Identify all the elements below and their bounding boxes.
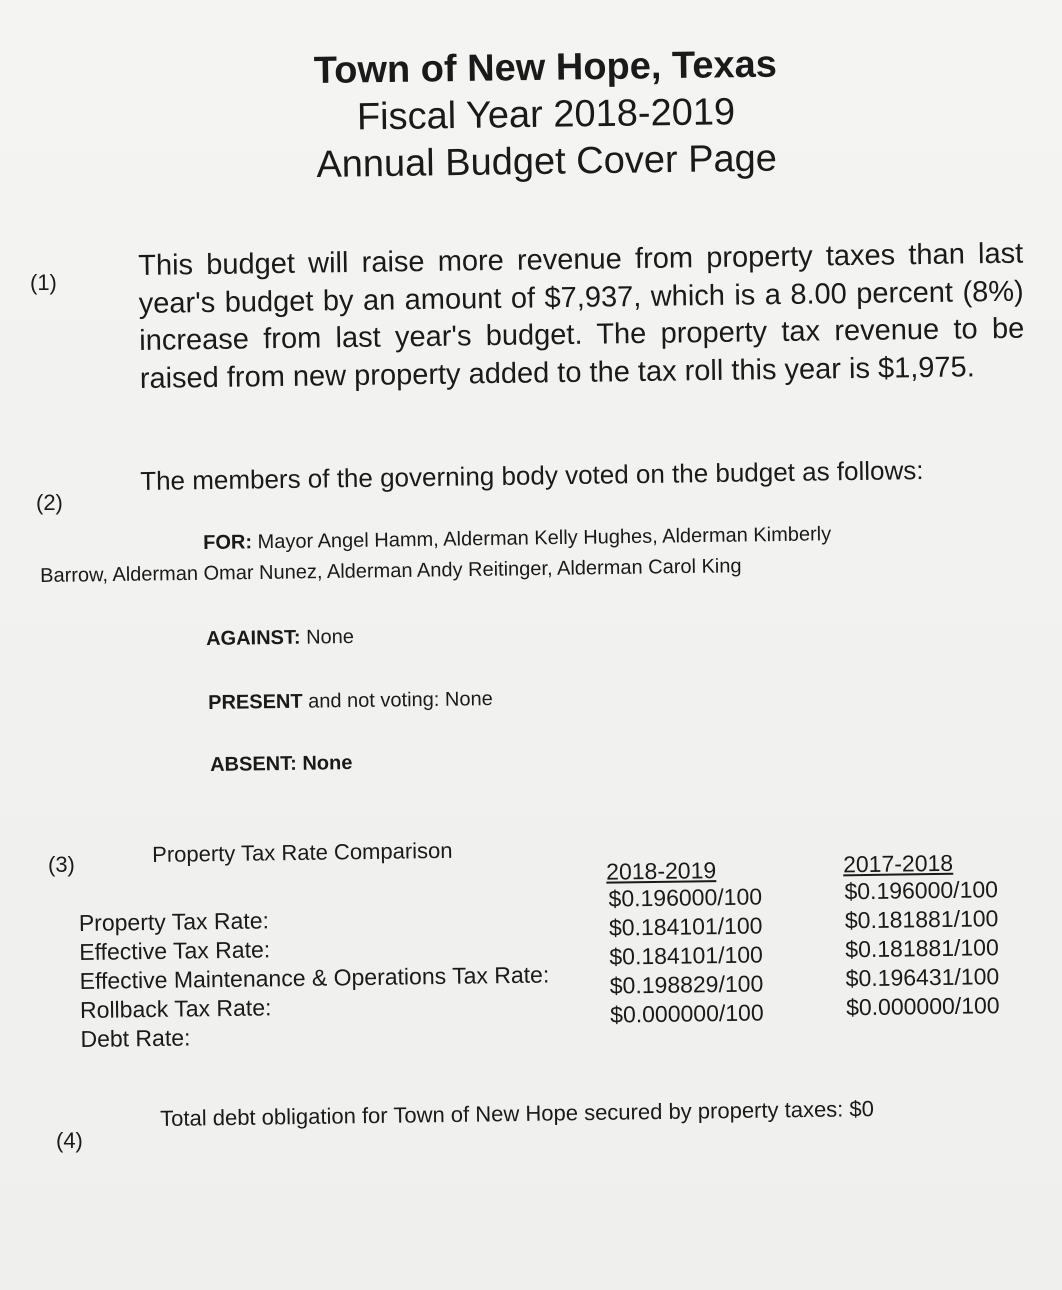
- section-2-text: The members of the governing body voted on the budget as follows:: [140, 455, 924, 496]
- document-title-block: [0, 37, 1062, 194]
- row-label-rollback-tax-rate: Rollback Tax Rate:: [79, 994, 272, 1023]
- vote-for-line-1: [203, 523, 831, 555]
- cell-debt-rate-current: $0.000000/100: [610, 999, 764, 1028]
- cell-effective-tax-rate-current: $0.184101/100: [608, 912, 763, 941]
- vote-against-value: None: [306, 625, 355, 649]
- vote-for-label: FOR:: [203, 531, 253, 554]
- vote-against-label: AGAINST:: [206, 626, 301, 650]
- cell-property-tax-rate-current: $0.196000/100: [608, 883, 763, 912]
- vote-present-label: PRESENT: [208, 690, 303, 714]
- cell-debt-rate-prior: $0.000000/100: [845, 992, 1000, 1021]
- vote-absent: [210, 752, 353, 777]
- row-label-effective-tax-rate: Effective Tax Rate:: [79, 936, 271, 965]
- vote-against: [206, 626, 354, 651]
- section-1-text: This budget will raise more revenue from property taxes than last year's budget by an amount of $7,937, which is a 8.00 percent (8%) increase from last year's budget. The property tax revenue to be raised from new property added to the tax roll this year is $1,975.: [138, 237, 1025, 395]
- vote-present: [208, 688, 493, 715]
- vote-present-value: None: [444, 688, 493, 711]
- rate-comparison-title: Property Tax Rate Comparison: [152, 837, 453, 867]
- vote-for-names-2: Barrow, Alderman Omar Nunez, Alderman Andy Reitinger, Alderman Carol King: [40, 555, 742, 587]
- vote-absent-label: ABSENT:: [210, 752, 297, 776]
- section-4-text: Total debt obligation for Town of New Hope secured by property taxes: $0: [160, 1096, 875, 1131]
- row-label-effective-mo-tax-rate: Effective Maintenance & Operations Tax Rate:: [79, 961, 550, 994]
- vote-absent-value: None: [302, 752, 353, 775]
- vote-for-line-2: [40, 555, 742, 588]
- cell-property-tax-rate-prior: $0.196000/100: [844, 876, 999, 905]
- cell-rollback-tax-rate-prior: $0.196431/100: [845, 963, 1000, 992]
- column-header-2017-2018: 2017-2018: [842, 849, 954, 878]
- section-4-number: (4): [56, 1128, 83, 1153]
- column-header-2018-2019: 2018-2019: [606, 857, 717, 885]
- cell-effective-mo-tax-rate-current: $0.184101/100: [609, 941, 764, 970]
- fiscal-year-title: Fiscal Year 2018-2019: [356, 91, 736, 139]
- cell-effective-tax-rate-prior: $0.181881/100: [844, 905, 999, 934]
- vote-present-rest: and not voting:: [308, 688, 440, 713]
- cell-effective-mo-tax-rate-prior: $0.181881/100: [845, 934, 999, 963]
- vote-for-names-1: Mayor Angel Hamm, Alderman Kelly Hughes, Alderman Kimberly: [257, 523, 832, 554]
- rate-comparison-table: [78, 849, 1031, 1062]
- cover-page-title: Annual Budget Cover Page: [316, 137, 778, 186]
- town-title: Town of New Hope, Texas: [313, 43, 778, 93]
- section-3-number: (3): [48, 852, 75, 877]
- section-1-number: (1): [30, 270, 57, 295]
- section-2-number: (2): [36, 490, 63, 515]
- cell-rollback-tax-rate-current: $0.198829/100: [609, 970, 764, 999]
- row-label-debt-rate: Debt Rate:: [80, 1024, 191, 1052]
- row-label-property-tax-rate: Property Tax Rate:: [78, 907, 270, 936]
